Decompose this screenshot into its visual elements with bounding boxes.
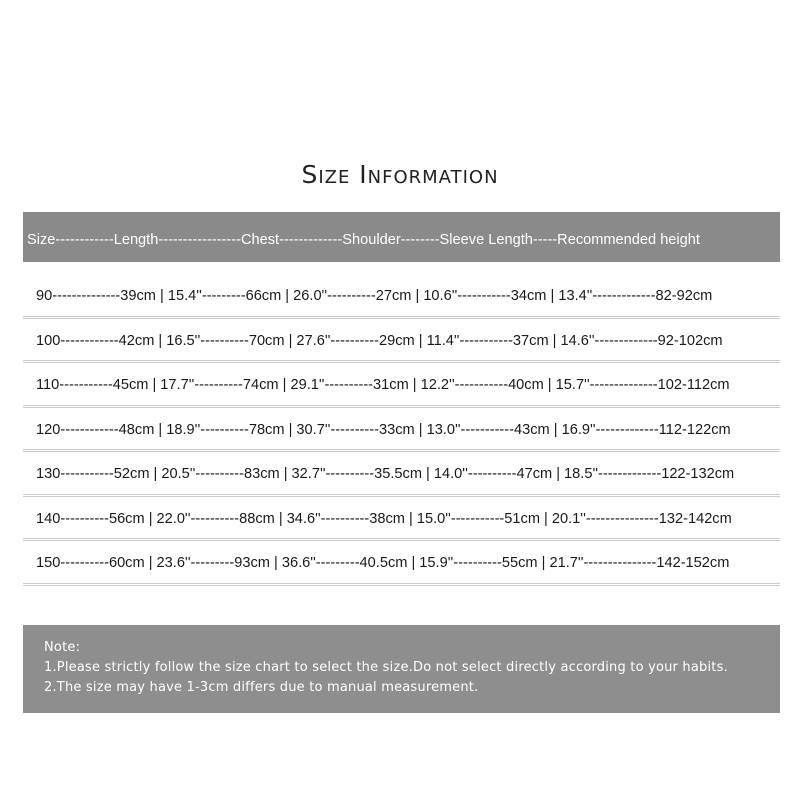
note-heading: Note: <box>44 640 81 655</box>
note-box <box>23 625 780 713</box>
table-row <box>23 541 780 586</box>
note-line-2: 2.The size may have 1-3cm differs due to manual measurement. <box>44 680 479 695</box>
table-row <box>23 274 780 319</box>
table-row <box>23 363 780 408</box>
table-row <box>23 452 780 497</box>
row-text-130: 130-----------52cm | 20.5''----------83cm | 32.7''----------35.5cm | 14.0''----------47cm | 18.5''-------------122-132cm <box>36 466 735 482</box>
row-text-90: 90--------------39cm | 15.4''---------66cm | 26.0''----------27cm | 10.6''-----------34cm | 13.4''-------------82-92cm <box>36 288 713 304</box>
row-text-110: 110-----------45cm | 17.7''----------74cm | 29.1''----------31cm | 12.2''-----------40cm | 15.7''--------------102-112cm <box>36 377 730 393</box>
page-title: Size Information <box>301 160 499 189</box>
table-row <box>23 497 780 542</box>
table-row <box>23 408 780 453</box>
row-text-120: 120------------48cm | 18.9''----------78cm | 30.7''----------33cm | 13.0''-----------43cm | 16.9''-------------112-122cm <box>36 421 731 438</box>
note-line-1: 1.Please strictly follow the size chart to select the size.Do not select directly according to your habits. <box>44 660 728 675</box>
table-row <box>23 319 780 364</box>
size-table <box>23 274 780 586</box>
row-text-150: 150----------60cm | 23.6''---------93cm | 36.6''---------40.5cm | 15.9''----------55cm | 21.7''---------------142-152cm <box>36 555 730 571</box>
size-table-header <box>23 212 780 262</box>
header-columns-text: Size------------Length-----------------Chest-------------Shoulder--------Sleeve Length-----Recommended height <box>27 232 700 248</box>
row-text-140: 140----------56cm | 22.0''----------88cm | 34.6''----------38cm | 15.0''-----------51cm | 20.1''---------------132-142cm <box>36 510 732 527</box>
row-text-100: 100------------42cm | 16.5''----------70cm | 27.6''----------29cm | 11.4''-----------37cm | 14.6''-------------92-102cm <box>36 332 723 349</box>
